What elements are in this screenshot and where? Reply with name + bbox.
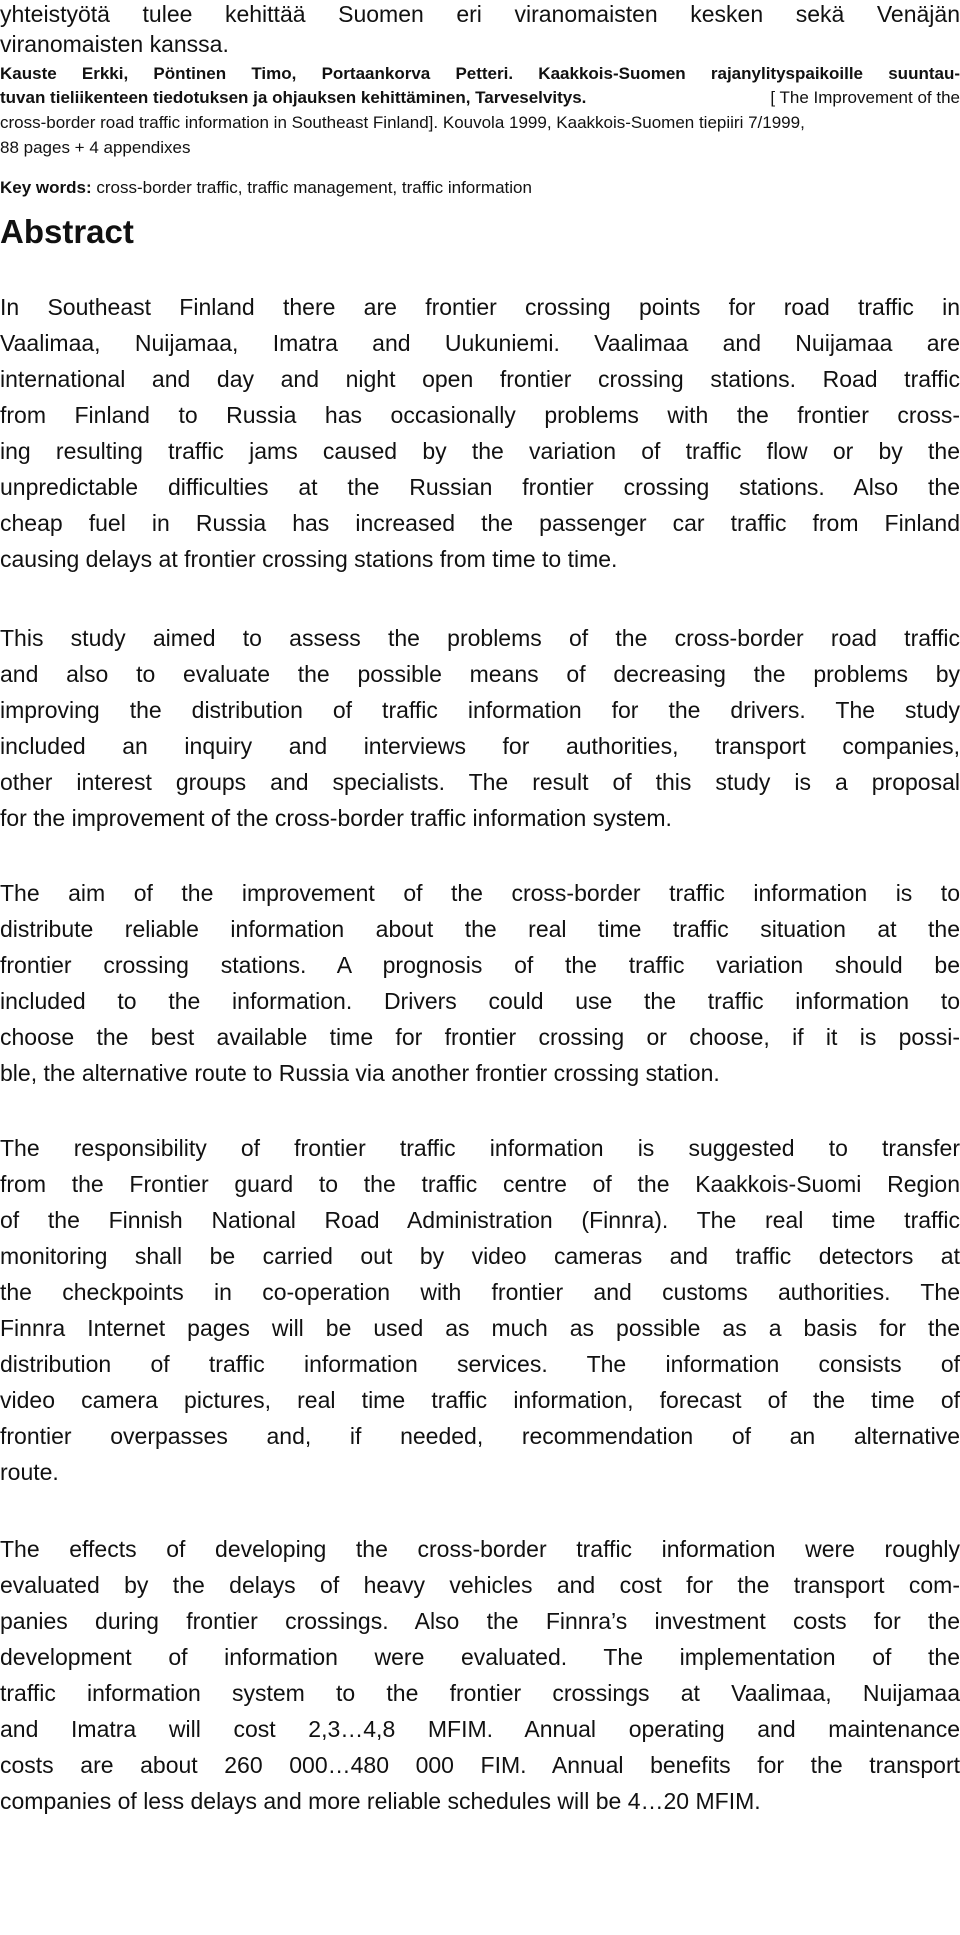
text-line: for the improvement of the cross-border traffic information system. — [0, 805, 672, 831]
text-line: causing delays at frontier crossing stations from time to time. — [0, 546, 618, 572]
text-line: international and day and night open frontier crossing stations. Road traffic — [0, 366, 960, 392]
abstract-paragraph-4 — [0, 1130, 960, 1490]
text-line: route. — [0, 1459, 59, 1485]
intro-line-1: yhteistyötä tulee kehittää Suomen eri viranomaisten kesken sekä Venäjän — [0, 1, 960, 27]
text-line: from Finland to Russia has occasionally problems with the frontier cross- — [0, 402, 960, 428]
text-line: included to the information. Drivers could use the traffic information to — [0, 988, 960, 1014]
abstract-paragraph-1 — [0, 289, 960, 577]
text-line: frontier overpasses and, if needed, recommendation of an alternative — [0, 1423, 960, 1449]
text-line: The aim of the improvement of the cross-border traffic information is to — [0, 880, 960, 906]
text-line: distribute reliable information about the real time traffic situation at the — [0, 916, 960, 942]
abstract-paragraph-5 — [0, 1531, 960, 1819]
text-line: other interest groups and specialists. The result of this study is a proposal — [0, 769, 960, 795]
text-line: The effects of developing the cross-border traffic information were roughly — [0, 1536, 960, 1562]
reference-publisher: Kouvola 1999, Kaakkois-Suomen tiepiiri 7/1999, — [442, 113, 805, 132]
text-line: ing resulting traffic jams caused by the variation of traffic flow or by the — [0, 438, 960, 464]
text-line: cheap fuel in Russia has increased the passenger car traffic from Finland — [0, 510, 960, 536]
text-line: improving the distribution of traffic information for the drivers. The study — [0, 697, 960, 723]
reference-title-fi-1: Kaakkois-Suomen rajanylityspaikoille suuntau- — [538, 64, 960, 83]
text-line: evaluated by the delays of heavy vehicles and cost for the transport com- — [0, 1572, 960, 1598]
text-line: monitoring shall be carried out by video cameras and traffic detectors at — [0, 1243, 960, 1269]
keywords-text: cross-border traffic, traffic management, traffic information — [96, 178, 532, 197]
text-line: In Southeast Finland there are frontier crossing points for road traffic in — [0, 294, 960, 320]
text-line: ble, the alternative route to Russia via another frontier crossing station. — [0, 1060, 720, 1086]
text-line: of the Finnish National Road Administration (Finnra). The real time traffic — [0, 1207, 960, 1233]
text-line: companies of less delays and more reliable schedules will be 4…20 MFIM. — [0, 1788, 761, 1814]
reference-line-1 — [0, 62, 960, 86]
abstract-paragraph-3 — [0, 875, 960, 1091]
text-line: Finnra Internet pages will be used as much as possible as a basis for the — [0, 1315, 960, 1341]
text-line: This study aimed to assess the problems of the cross-border road traffic — [0, 625, 960, 651]
keywords-line — [0, 176, 960, 200]
text-line: distribution of traffic information services. The information consists of — [0, 1351, 960, 1377]
text-line: Vaalimaa, Nuijamaa, Imatra and Uukuniemi. Vaalimaa and Nuijamaa are — [0, 330, 960, 356]
reference-authors: Kauste Erkki, Pöntinen Timo, Portaankorva Petteri. — [0, 64, 514, 83]
text-line: The responsibility of frontier traffic information is suggested to transfer — [0, 1135, 960, 1161]
abstract-paragraph-2 — [0, 620, 960, 836]
text-line: and also to evaluate the possible means of decreasing the problems by — [0, 661, 960, 687]
intro-line-2: viranomaisten kanssa. — [0, 31, 229, 57]
text-line: panies during frontier crossings. Also the Finnra’s investment costs for the — [0, 1608, 960, 1634]
abstract-heading: Abstract — [0, 213, 134, 250]
keywords-label: Key words: — [0, 178, 92, 197]
text-line: and Imatra will cost 2,3…4,8 MFIM. Annual operating and maintenance — [0, 1716, 960, 1742]
reference-line-4 — [0, 111, 960, 135]
text-line: choose the best available time for frontier crossing or choose, if it is possi- — [0, 1024, 960, 1050]
text-line: unpredictable difficulties at the Russian frontier crossing stations. Also the — [0, 474, 960, 500]
reference-title-en-1: [ The Improvement of the — [770, 88, 960, 107]
text-line: costs are about 260 000…480 000 FIM. Annual benefits for the transport — [0, 1752, 960, 1778]
text-line: video camera pictures, real time traffic information, forecast of the time of — [0, 1387, 960, 1413]
text-line: included an inquiry and interviews for authorities, transport companies, — [0, 733, 960, 759]
text-line: traffic information system to the frontier crossings at Vaalimaa, Nuijamaa — [0, 1680, 960, 1706]
reference-pages: 88 pages + 4 appendixes — [0, 138, 191, 157]
text-line: frontier crossing stations. A prognosis of the traffic variation should be — [0, 952, 960, 978]
reference-title-en-2: cross-border road traffic information in Southeast Finland]. — [0, 113, 439, 132]
reference-title-fi-2: tuvan tieliikenteen tiedotuksen ja ohjauksen kehittäminen, Tarveselvitys. — [0, 88, 587, 107]
text-line: the checkpoints in co-operation with frontier and customs authorities. The — [0, 1279, 960, 1305]
text-line: development of information were evaluated. The implementation of the — [0, 1644, 960, 1670]
text-line: from the Frontier guard to the traffic centre of the Kaakkois-Suomi Region — [0, 1171, 960, 1197]
